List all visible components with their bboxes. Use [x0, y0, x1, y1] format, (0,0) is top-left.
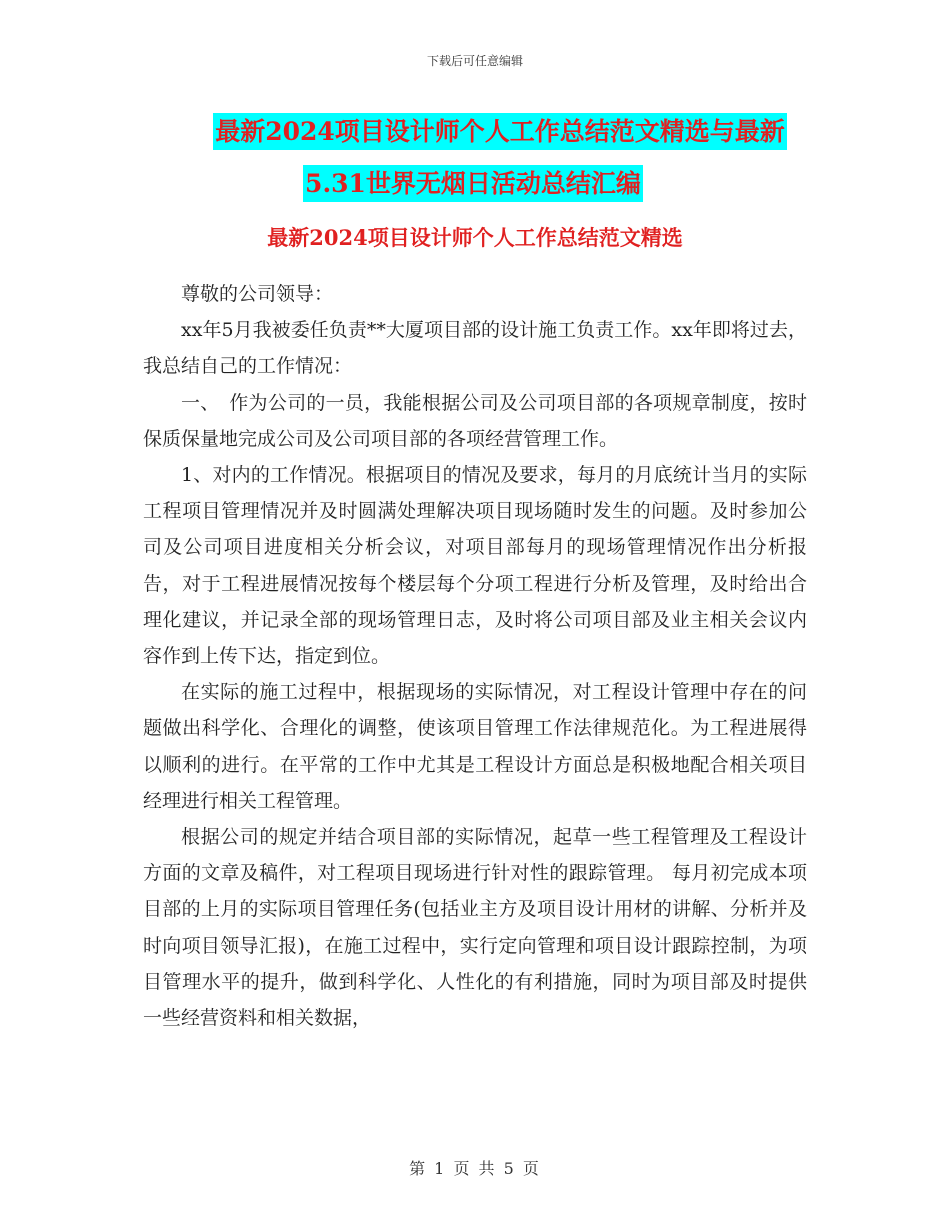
document-title-line-2: 5.31世界无烟日活动总结汇编: [0, 158, 950, 210]
paragraph: xx年5月我被委任负责**大厦项目部的设计施工负责工作。xx年即将过去，我总结自己的工作情况：: [143, 319, 807, 378]
paragraph: 在实际的施工过程中，根据现场的实际情况，对工程设计管理中存在的问题做出科学化、合理化的调整，使该项目管理工作法律规范化。为工程进展得以顺利的进行。在平常的工作中尤其是工程设计方面总是积极地配合相关项目经理进行相关工程管理。: [143, 681, 807, 812]
paragraph: 一、 作为公司的一员，我能根据公司及公司项目部的各项规章制度，按时保质保量地完成公司及公司项目部的各项经营管理工作。: [143, 391, 807, 450]
document-title: [0, 106, 950, 210]
paragraph: 1、对内的工作情况。根据项目的情况及要求，每月的月底统计当月的实际工程项目管理情况并及时圆满处理解决项目现场随时发生的问题。及时参加公司及公司项目进度相关分析会议，对项目部每月的现场管理情况作出分析报告，对于工程进展情况按每个楼层每个分项工程进行分析及管理，及时给出合理化建议，并记录全部的现场管理日志，及时将公司项目部及业主相关会议内容作到上传下达，指定到位。: [143, 464, 807, 668]
paragraph-salutation: 尊敬的公司领导：: [181, 283, 334, 305]
document-title-line-1: 最新2024项目设计师个人工作总结范文精选与最新: [0, 106, 950, 158]
page-header-note: 下载后可任意编辑: [426, 54, 523, 68]
paragraph: 根据公司的规定并结合项目部的实际情况，起草一些工程管理及工程设计方面的文章及稿件，对工程项目现场进行针对性的跟踪管理。 每月初完成本项目部的上月的实际项目管理任务(包括业主方及项目设计用材的讲解、分析并及时向项目领导汇报)，在施工过程中，实行定向管理和项目设计跟踪控制，为项目管理水平的提升，做到科学化、人性化的有利措施，同时为项目部及时提供一些经营资料和相关数据，: [143, 826, 807, 1030]
document-body: [143, 276, 807, 1036]
section-title: 最新2024项目设计师个人工作总结范文精选: [267, 225, 683, 250]
page-number-footer: 第 1 页 共 5 页: [409, 1159, 541, 1178]
